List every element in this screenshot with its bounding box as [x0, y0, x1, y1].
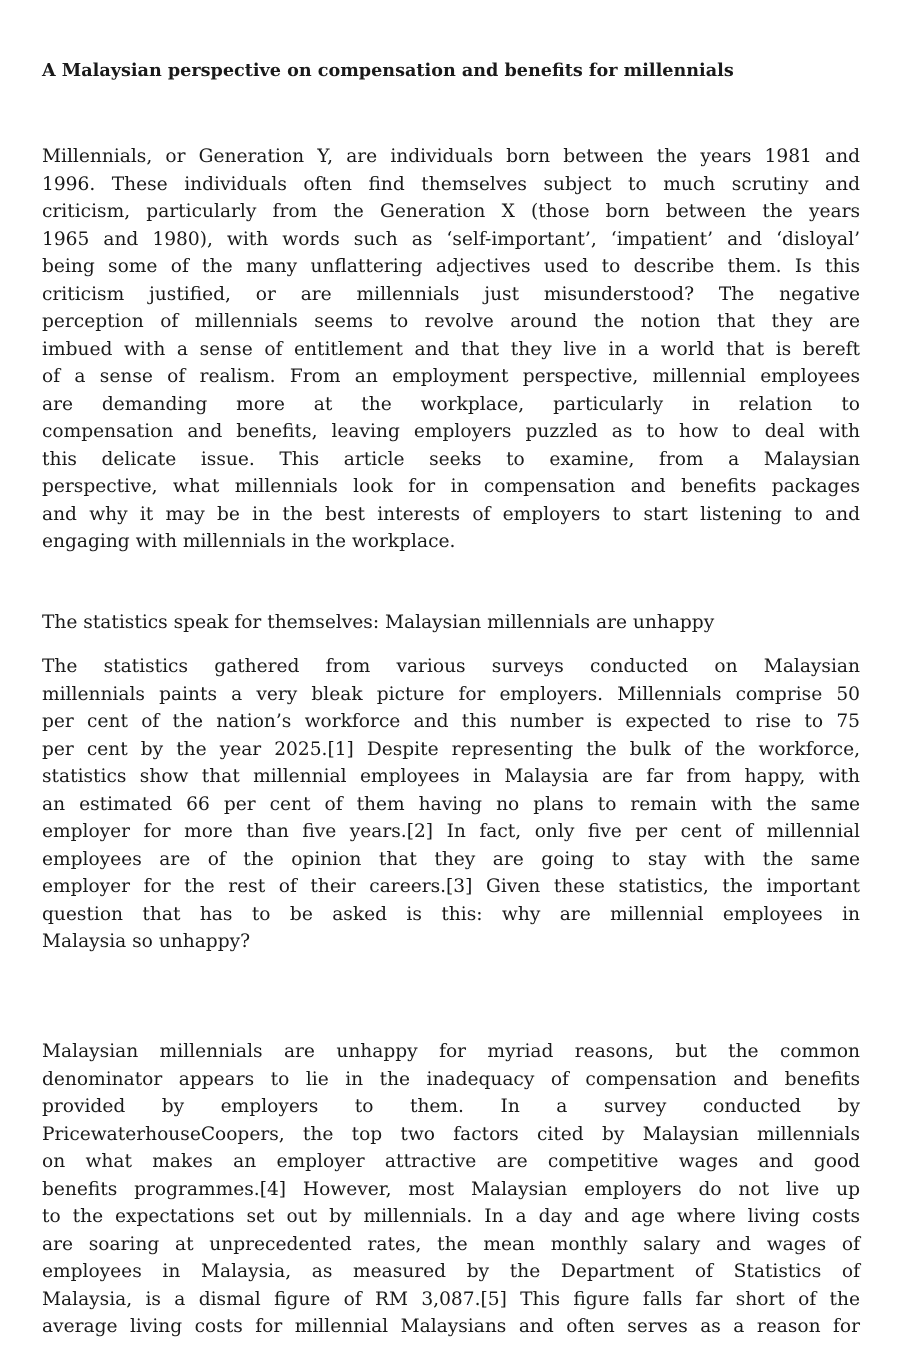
text-line: provided by employers to them. In a survey conducted by — [42, 1096, 860, 1117]
paragraph-intro — [42, 143, 860, 556]
text-line: per cent of the nation’s workforce and this number is expected to rise to 75 — [42, 711, 860, 732]
text-line: Millennials, or Generation Y, are individuals born between the years 1981 and — [42, 146, 860, 167]
text-line: millennials paints a very bleak picture for employers. Millennials comprise 50 — [42, 683, 860, 705]
text-line: PricewaterhouseCoopers, the top two factors cited by Malaysian millennials — [42, 1123, 860, 1145]
text-line: and why it may be in the best interests of employers to start listening to and — [42, 503, 860, 525]
text-line: are soaring at unprecedented rates, the mean monthly salary and wages of — [42, 1233, 860, 1255]
text-line: on what makes an employer attractive are competitive wages and good — [42, 1151, 860, 1172]
section-heading: The statistics speak for themselves: Malaysian millennials are unhappy — [42, 612, 715, 633]
text-line: Malaysia so unhappy? — [42, 931, 251, 952]
paragraph-statistics — [42, 653, 860, 956]
text-line: criticism, particularly from the Generation X (those born between the years — [42, 201, 860, 222]
text-line: benefits programmes.[4] However, most Malaysian employers do not live up — [42, 1178, 860, 1200]
text-line: employer for the rest of their careers.[3] Given these statistics, the important — [42, 876, 860, 897]
text-line: of a sense of realism. From an employment perspective, millennial employees — [42, 366, 860, 387]
text-line: this delicate issue. This article seeks to examine, from a Malaysian — [42, 448, 860, 470]
text-line: question that has to be asked is this: why are millennial employees in — [42, 903, 860, 925]
text-line: average living costs for millennial Malaysians and often serves as a reason for — [42, 1316, 860, 1337]
text-line: employees are of the opinion that they are going to stay with the same — [42, 848, 860, 870]
text-line: The statistics gathered from various surveys conducted on Malaysian — [42, 656, 860, 677]
text-line: engaging with millennials in the workplace. — [42, 531, 456, 552]
text-line: perception of millennials seems to revolve around the notion that they are — [42, 311, 860, 332]
text-line: employer for more than five years.[2] In fact, only five per cent of millennial — [42, 821, 860, 842]
document-title: A Malaysian perspective on compensation and benefits for millennials — [42, 60, 734, 81]
text-line: per cent by the year 2025.[1] Despite representing the bulk of the workforce, — [42, 738, 860, 760]
text-line: compensation and benefits, leaving employers puzzled as to how to deal with — [42, 421, 860, 442]
text-line: 1996. These individuals often find themselves subject to much scrutiny and — [42, 173, 860, 195]
text-line: criticism justified, or are millennials just misunderstood? The negative — [42, 283, 860, 305]
text-line: are demanding more at the workplace, particularly in relation to — [42, 393, 860, 415]
text-line: being some of the many unflattering adjectives used to describe them. Is this — [42, 256, 860, 277]
text-line: an estimated 66 per cent of them having no plans to remain with the same — [42, 793, 860, 815]
text-line: denominator appears to lie in the inadequacy of compensation and benefits — [42, 1068, 860, 1090]
text-line: to the expectations set out by millennials. In a day and age where living costs — [42, 1206, 860, 1227]
paragraph-reasons — [42, 1038, 860, 1341]
text-line: 1965 and 1980), with words such as ‘self-important’, ‘impatient’ and ‘disloyal’ — [42, 228, 860, 250]
text-line: employees in Malaysia, as measured by the Department of Statistics of — [42, 1261, 860, 1282]
text-line: imbued with a sense of entitlement and that they live in a world that is bereft — [42, 338, 860, 360]
text-line: Malaysia, is a dismal figure of RM 3,087.[5] This figure falls far short of the — [42, 1288, 860, 1310]
text-line: perspective, what millennials look for in compensation and benefits packages — [42, 476, 860, 497]
text-line: statistics show that millennial employees in Malaysia are far from happy, with — [42, 766, 860, 787]
text-line: Malaysian millennials are unhappy for myriad reasons, but the common — [42, 1041, 860, 1062]
